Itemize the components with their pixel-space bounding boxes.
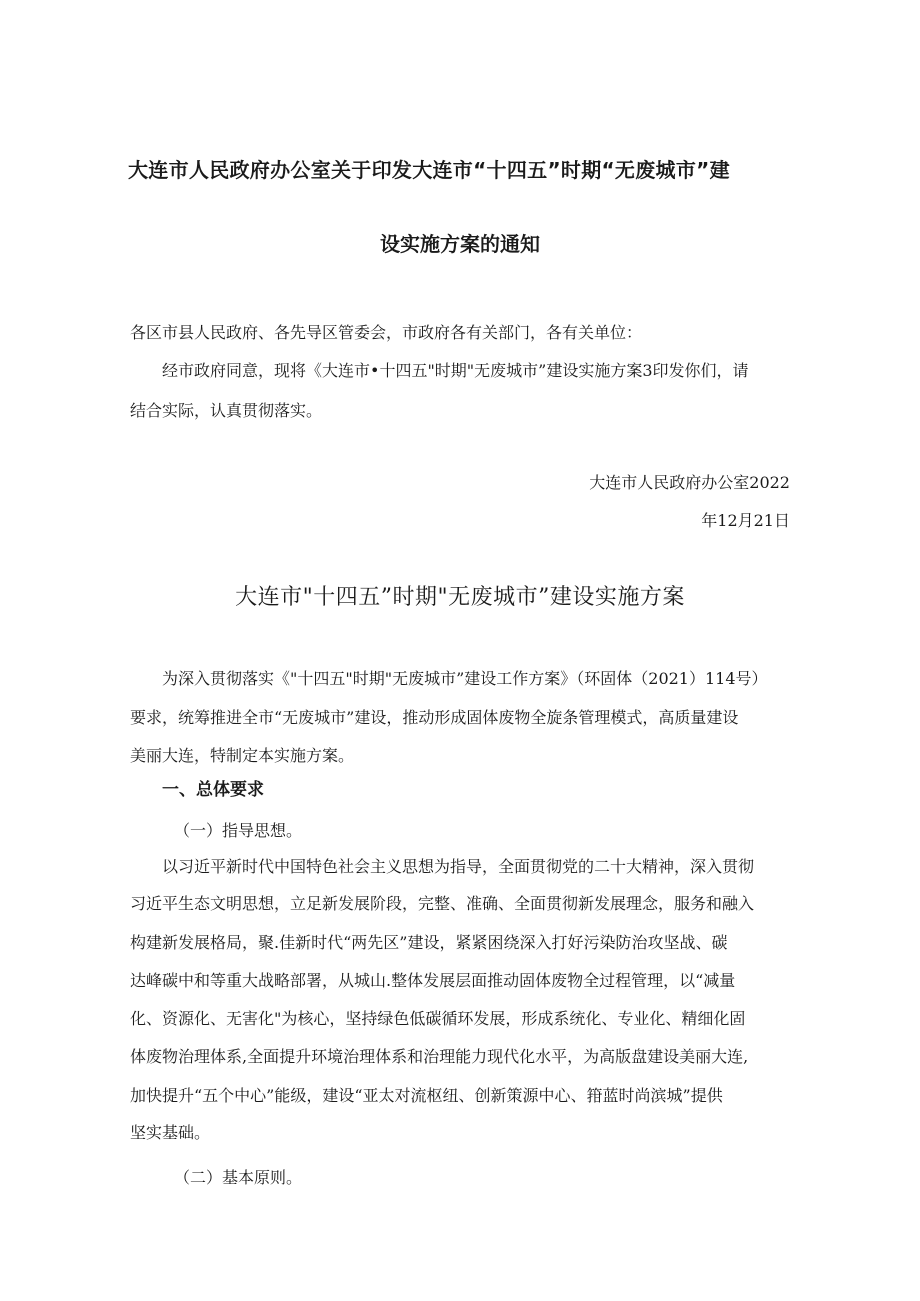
- notice-title-line1: 大连市人民政府办公室关于印发大连市“十四五”时期“无废城市”建: [128, 158, 730, 182]
- addressee: 各区市县人民政府、各先导区管委会，市政府各有关部门，各有关单位：: [130, 323, 643, 342]
- guiding-paragraph-line: 加快提升“五个中心”能级，建设“亚太对流枢纽、创新策源中心、箝蓝时尚滨城”提供: [130, 1086, 723, 1105]
- guiding-paragraph-line: 以习近平新时代中国特色社会主义思想为指导，全面贯彻党的二十大精神，深入贯彻: [162, 857, 755, 876]
- section-heading-general-requirements: 一、总体要求: [162, 780, 264, 800]
- plan-title: 大连市"十四五”时期"无废城市”建设实施方案: [235, 585, 685, 610]
- plan-intro-line: 为深入贯彻落实《"十四五"时期"无废城市”建设工作方案》（环固体（2021）114号）: [162, 669, 768, 688]
- signature-issuer: 大连市人民政府办公室2022: [589, 473, 790, 492]
- signature-date: 年12月21日: [701, 511, 790, 530]
- guiding-paragraph-line: 坚实基础。: [130, 1123, 211, 1142]
- subsection-heading-guiding-thought: （一）指导思想。: [174, 821, 303, 840]
- guiding-paragraph-line: 化、资源化、无害化"为核心，坚持绿色低碳循环发展，形成系统化、专业化、精细化固: [130, 1009, 746, 1028]
- guiding-paragraph-line: 构建新发展格局，聚.佳新时代“两先区”建设，紧紧困绕深入打好污染防治攻坚战、碳: [130, 933, 728, 952]
- notice-body-line1: 经市政府同意，现将《大连市•十四五"时期"无废城市”建设实施方案3印发你们，请: [162, 361, 749, 380]
- notice-title-line2: 设实施方案的通知: [380, 232, 540, 256]
- plan-intro-line: 要求，统筹推进全市“无废城市”建设，推动形成固体废物全旋条管理模式，高质量建设: [130, 708, 739, 727]
- plan-intro-line: 美丽大连，特制定本实施方案。: [130, 746, 355, 765]
- subsection-heading-basic-principles: （二）基本原则。: [174, 1168, 303, 1187]
- guiding-paragraph-line: 达峰碳中和等重大战略部署，从城山.整体发展层面推动固体废物全过程管理，以“减量: [130, 971, 736, 990]
- guiding-paragraph-line: 习近平生态文明思想，立足新发展阶段，完整、准确、全面贯彻新发展理念，服务和融入: [130, 894, 755, 913]
- guiding-paragraph-line: 体废物治理体系,全面提升环境治理体系和治理能力现代化水平，为高版盘建设美丽大连,: [130, 1047, 749, 1066]
- notice-body-line2: 结合实际，认真贯彻落实。: [130, 401, 323, 420]
